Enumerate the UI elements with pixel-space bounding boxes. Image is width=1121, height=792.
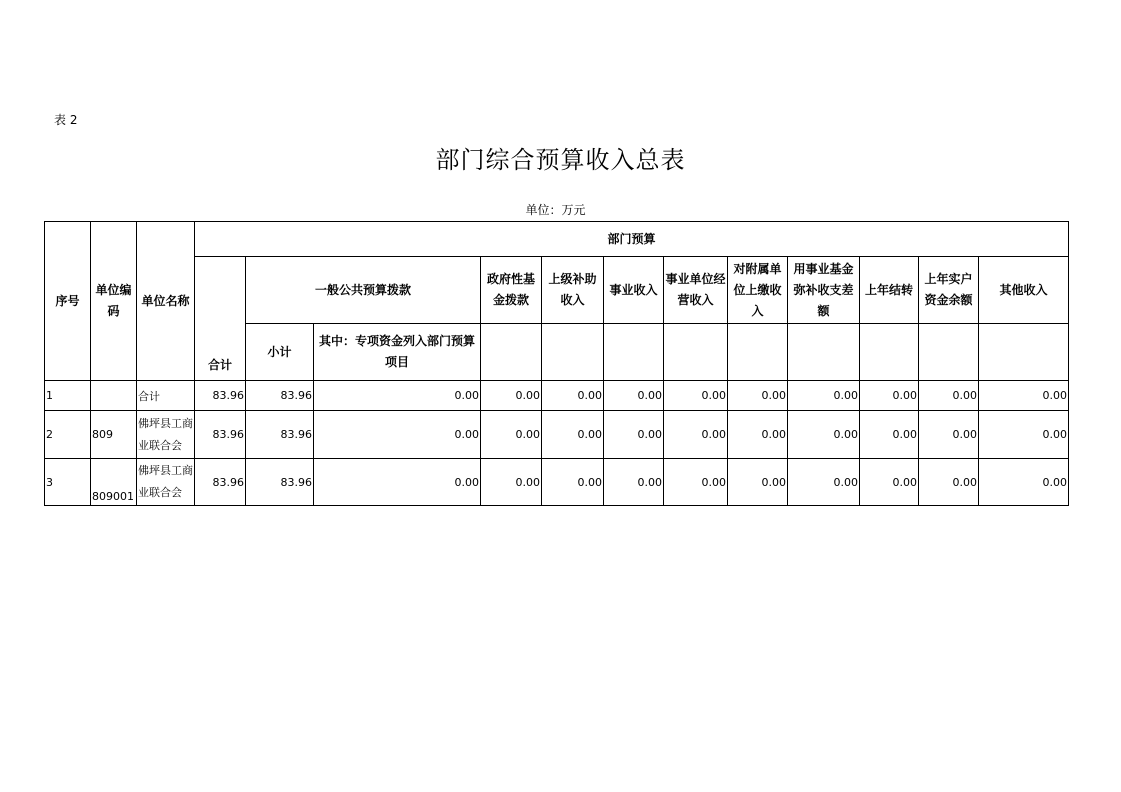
empty-header-cell (788, 324, 860, 381)
cell-affiliated-income: 0.00 (728, 381, 788, 411)
cell-subtotal: 83.96 (246, 459, 314, 506)
cell-name: 合计 (137, 381, 195, 411)
cell-special: 0.00 (314, 381, 481, 411)
col-superior-subsidy: 上级补助收入 (542, 257, 604, 324)
col-seq: 序号 (45, 222, 91, 381)
cell-carryover: 0.00 (860, 381, 919, 411)
empty-header-cell (664, 324, 728, 381)
cell-carryover: 0.00 (860, 459, 919, 506)
cell-code (91, 381, 137, 411)
cell-gov-fund: 0.00 (481, 381, 542, 411)
empty-header-cell (919, 324, 979, 381)
col-general-public: 一般公共预算拨款 (246, 257, 481, 324)
cell-code: 809001 (91, 459, 137, 506)
cell-prior-balance: 0.00 (919, 459, 979, 506)
cell-superior-subsidy: 0.00 (542, 411, 604, 459)
budget-table (44, 221, 1069, 506)
cell-business-income: 0.00 (604, 459, 664, 506)
cell-code: 809 (91, 411, 137, 459)
empty-header-cell (542, 324, 604, 381)
table-row (45, 411, 1069, 459)
cell-special: 0.00 (314, 411, 481, 459)
cell-superior-subsidy: 0.00 (542, 381, 604, 411)
cell-carryover: 0.00 (860, 411, 919, 459)
col-total: 合计 (195, 257, 246, 381)
table-row (45, 459, 1069, 506)
col-carryover: 上年结转 (860, 257, 919, 324)
cell-other-income: 0.00 (979, 411, 1069, 459)
cell-gov-fund: 0.00 (481, 411, 542, 459)
cell-other-income: 0.00 (979, 381, 1069, 411)
cell-affiliated-income: 0.00 (728, 459, 788, 506)
cell-name: 佛坪县工商业联合会 (137, 411, 195, 459)
col-affiliated-income: 对附属单位上缴收入 (728, 257, 788, 324)
cell-subtotal: 83.96 (246, 381, 314, 411)
cell-seq: 1 (45, 381, 91, 411)
col-business-income: 事业收入 (604, 257, 664, 324)
cell-gov-fund: 0.00 (481, 459, 542, 506)
col-subtotal: 小计 (246, 324, 314, 381)
col-name: 单位名称 (137, 222, 195, 381)
cell-total: 83.96 (195, 411, 246, 459)
col-dept-budget: 部门预算 (195, 222, 1069, 257)
table-row (45, 381, 1069, 411)
cell-fund-balance: 0.00 (788, 381, 860, 411)
cell-fund-balance: 0.00 (788, 411, 860, 459)
cell-affiliated-income: 0.00 (728, 411, 788, 459)
cell-operating-income: 0.00 (664, 381, 728, 411)
col-special: 其中：专项资金列入部门预算项目 (314, 324, 481, 381)
cell-name: 佛坪县工商业联合会 (137, 459, 195, 506)
cell-prior-balance: 0.00 (919, 411, 979, 459)
cell-business-income: 0.00 (604, 381, 664, 411)
cell-business-income: 0.00 (604, 411, 664, 459)
empty-header-cell (604, 324, 664, 381)
cell-fund-balance: 0.00 (788, 459, 860, 506)
col-operating-income: 事业单位经营收入 (664, 257, 728, 324)
cell-total: 83.96 (195, 459, 246, 506)
cell-operating-income: 0.00 (664, 411, 728, 459)
cell-seq: 2 (45, 411, 91, 459)
empty-header-cell (728, 324, 788, 381)
col-gov-fund: 政府性基金拨款 (481, 257, 542, 324)
col-code: 单位编码 (91, 222, 137, 381)
cell-superior-subsidy: 0.00 (542, 459, 604, 506)
table-number: 表 2 (54, 113, 78, 127)
unit-label: 单位：万元 (525, 203, 586, 217)
cell-seq: 3 (45, 459, 91, 506)
empty-header-cell (860, 324, 919, 381)
cell-operating-income: 0.00 (664, 459, 728, 506)
col-prior-balance: 上年实户资金余额 (919, 257, 979, 324)
cell-other-income: 0.00 (979, 459, 1069, 506)
col-fund-balance: 用事业基金弥补收支差额 (788, 257, 860, 324)
cell-subtotal: 83.96 (246, 411, 314, 459)
page-title: 部门综合预算收入总表 (435, 146, 686, 174)
cell-total: 83.96 (195, 381, 246, 411)
cell-special: 0.00 (314, 459, 481, 506)
col-other-income: 其他收入 (979, 257, 1069, 324)
empty-header-cell (979, 324, 1069, 381)
empty-header-cell (481, 324, 542, 381)
cell-prior-balance: 0.00 (919, 381, 979, 411)
